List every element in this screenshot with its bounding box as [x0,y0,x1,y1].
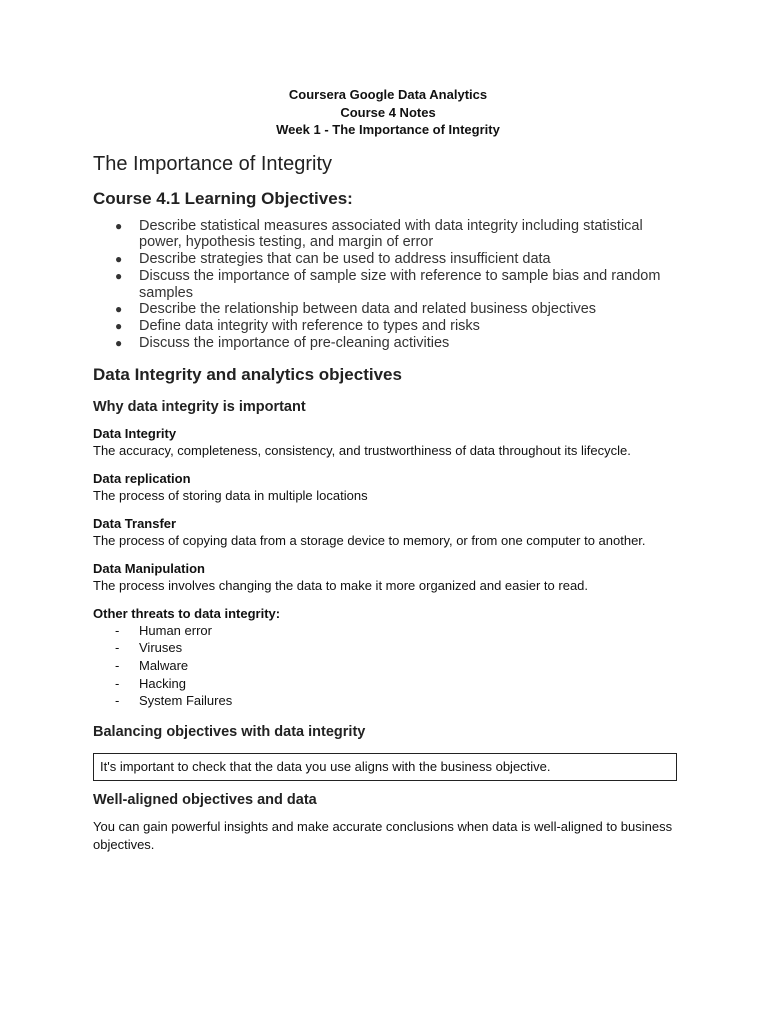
list-item [93,251,683,268]
dash-marker: - [115,675,120,691]
term-title: Data replication [93,470,191,486]
aligned-heading: Well-aligned objectives and data [93,791,317,808]
bullet-icon: ● [115,268,123,283]
threat-text: Human error [139,622,212,638]
list-item [93,622,683,640]
list-item [93,218,683,252]
bullet-icon: ● [115,252,123,267]
list-item [93,639,683,657]
objective-text: Describe strategies that can be used to address insufficient data [139,251,551,268]
threat-text: Viruses [139,640,183,656]
term-definition: The process of storing data in multiple locations [93,487,368,503]
objective-text: Define data integrity with reference to types and risks [139,318,480,335]
threats-list [93,622,683,710]
term-definition: The process of copying data from a storage device to memory, or from one computer to another. [93,532,646,548]
document-content [93,86,683,854]
term-title: Data Manipulation [93,560,205,576]
term-definition: The accuracy, completeness, consistency, and trustworthiness of data throughout its lifecycle. [93,442,631,458]
list-item [93,675,683,693]
dash-marker: - [115,640,120,656]
term-definition: The process involves changing the data to make it more organized and easier to read. [93,577,589,593]
section-subheading: Why data integrity is important [93,398,306,415]
balancing-heading: Balancing objectives with data integrity [93,723,366,740]
dash-marker: - [115,658,120,674]
dash-marker: - [115,693,120,709]
callout-box: It's important to check that the data you use aligns with the business objective. [93,753,677,781]
bullet-icon: ● [115,319,123,334]
threat-text: System Failures [139,693,233,709]
objective-text: Describe statistical measures associated with data integrity including statistical power, hypothesis testing, and margin of error [139,217,643,251]
page-title: The Importance of Integrity [93,152,333,175]
header-week-title: Week 1 - The Importance of Integrity [276,122,500,137]
threat-text: Hacking [139,675,186,691]
list-item [93,335,683,352]
bullet-icon: ● [115,302,123,317]
objective-text: Describe the relationship between data and related business objectives [139,301,597,318]
threat-text: Malware [139,658,189,674]
header-course-title: Coursera Google Data Analytics [288,87,488,102]
objective-text: Discuss the importance of sample size with reference to sample bias and random samples [139,267,661,301]
objectives-list [93,218,683,352]
objective-text: Discuss the importance of pre-cleaning activities [139,335,450,352]
list-item [93,268,683,302]
list-item [93,657,683,675]
dash-marker: - [115,622,120,638]
document-header [93,86,683,139]
aligned-paragraph: You can gain powerful insights and make accurate conclusions when data is well-aligned to business objectives. [93,818,673,852]
term-title: Data Integrity [93,425,177,441]
objectives-heading: Course 4.1 Learning Objectives: [93,188,353,208]
list-item [93,692,683,710]
threats-label: Other threats to data integrity: [93,605,281,621]
list-item [93,318,683,335]
term-title: Data Transfer [93,515,177,531]
list-item [93,301,683,318]
header-course-notes: Course 4 Notes [340,104,436,120]
bullet-icon: ● [115,218,123,233]
section-heading: Data Integrity and analytics objectives [93,364,402,384]
bullet-icon: ● [115,336,123,351]
